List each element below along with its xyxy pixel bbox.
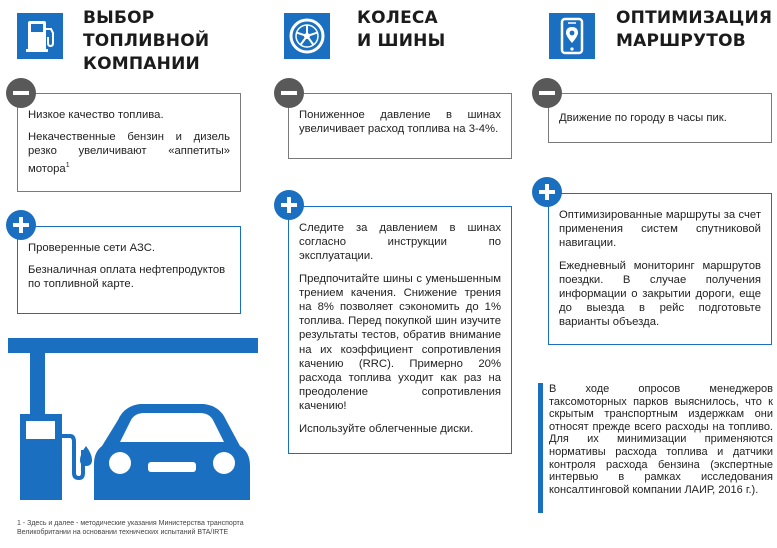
column-3-plus-box — [548, 193, 772, 345]
column-2-minus-text-1: Пониженное давление в шинах увеличивает расход топлива на 3-4%. — [299, 109, 501, 136]
column-3-title: ОПТИМИЗАЦИЯ МАРШРУТОВ — [616, 8, 773, 51]
wheel-tile — [284, 13, 330, 59]
plus-icon — [274, 190, 304, 220]
minus-badge-3 — [532, 78, 562, 108]
fuel-pump-icon — [17, 13, 63, 59]
column-2-plus-text-1: Следите за давлением в шинах согласно инструкции по эксплуатации. — [299, 222, 501, 263]
column-2-plus-text-3: Используйте облегченные диски. — [299, 422, 474, 435]
wheel-icon — [284, 13, 330, 59]
column-3-minus-box — [548, 93, 772, 143]
column-3-plus-text-1: Оптимизированные маршруты за счет применения систем спутниковой навигации. — [559, 209, 761, 250]
note-accent-bar — [538, 383, 543, 513]
column-1-plus-box — [17, 226, 241, 314]
column-1-plus-text-2: Безналичная оплата нефтепродуктов по топливной карте. — [28, 264, 226, 291]
column-3-plus-text-2: Ежедневный мониторинг маршрутов поездки. В случае получения информации о закрытии дороги, еще до выезда в рейс подготовьте варианты объезда. — [559, 259, 761, 329]
column-2-plus-box — [288, 206, 512, 454]
phone-location-icon — [549, 13, 595, 59]
car-at-gas-station-illustration — [8, 338, 258, 500]
minus-icon — [532, 78, 562, 108]
minus-badge-1 — [6, 78, 36, 108]
plus-icon — [532, 177, 562, 207]
plus-badge-3 — [532, 177, 562, 207]
column-2-title: КОЛЕСА И ШИНЫ — [357, 8, 446, 51]
minus-icon — [6, 78, 36, 108]
column-1-minus-text-2: Некачественные бензин и дизель резко увеличивают «аппетиты» мотора$^1$ — [28, 131, 230, 175]
phone-location-tile — [549, 13, 595, 59]
column-1-minus-box — [17, 93, 241, 192]
column-1-title: ВЫБОР ТОПЛИВНОЙ КОМПАНИИ — [83, 8, 210, 74]
column-1-plus-text-1: Проверенные сети АЗС. — [28, 242, 156, 254]
plus-badge-2 — [274, 190, 304, 220]
column-2-minus-box — [288, 93, 512, 159]
column-1-minus-text-1: Низкое качество топлива. — [28, 109, 164, 121]
minus-icon — [274, 78, 304, 108]
minus-badge-2 — [274, 78, 304, 108]
side-note: В ходе опросов менеджеров таксомоторных парков выяснилось, что к скрытым транспортным издержкам они относят прежде всего расходы на топливо. Для их минимизации применяются нормативы расхода топлива и датчики контроля расхода бензина (экспертные интервью в рамках исследования консалтинговой компании ЛАИР, 2016 г.). — [549, 383, 773, 496]
footnote: 1 - Здесь и далее - методические указания Министерства транспорта Великобритании на основании технических испытаний BTA/IRTE — [17, 520, 244, 536]
fuel-pump-tile — [17, 13, 63, 59]
column-3-minus-text-1: Движение по городу в часы пик. — [559, 112, 727, 124]
plus-icon — [6, 210, 36, 240]
plus-badge-1 — [6, 210, 36, 240]
column-2-plus-text-2: Предпочитайте шины с уменьшенным трением качения. Снижение трения на 8% позволяет сэкономить до 1% топлива. Перед покупкой шин изучите результаты тестов, обратив внимание на их коэффициент сопротивления качению (RRC). Примерно 20% расхода топлива уходит как раз на преодоление сопротивления качению! — [299, 272, 501, 413]
